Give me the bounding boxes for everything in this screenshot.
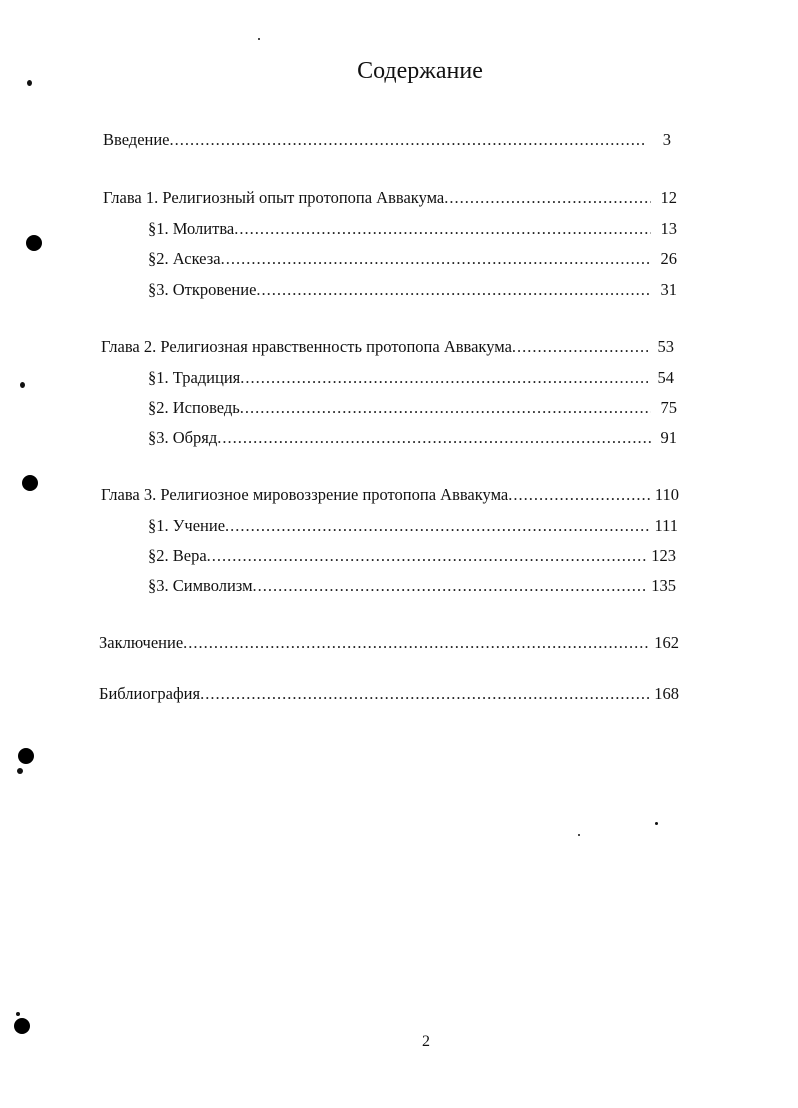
dot-leader xyxy=(512,336,648,358)
toc-entry-label: §2. Аскеза xyxy=(148,249,221,268)
toc-entry-page: 162 xyxy=(654,633,679,652)
toc-entry-label: §1. Учение xyxy=(148,516,226,535)
toc-entry-chapter-2 xyxy=(101,336,674,358)
scan-speck xyxy=(27,80,32,86)
toc-entry-chapter-3 xyxy=(101,484,679,506)
toc-entry-page: 111 xyxy=(654,516,678,535)
dot-leader xyxy=(234,218,651,240)
scan-speck xyxy=(16,1012,20,1016)
toc-entry-label: §2. Вера xyxy=(148,546,207,565)
toc-entry-chapter-1-section-1 xyxy=(148,218,677,240)
page-title: Содержание xyxy=(357,58,483,84)
toc-entry-bibliography xyxy=(99,683,679,705)
toc-entry-label: §1. Традиция xyxy=(148,368,241,387)
toc-entry-chapter-2-section-1 xyxy=(148,367,674,389)
toc-entry-page: 110 xyxy=(654,485,679,504)
toc-entry-chapter-3-section-3 xyxy=(148,575,676,597)
toc-entry-label: §2. Исповедь xyxy=(148,398,240,417)
dot-leader xyxy=(240,367,648,389)
dot-leader xyxy=(183,632,650,654)
dot-leader xyxy=(200,683,650,705)
punch-hole xyxy=(26,235,42,251)
scan-speck xyxy=(17,768,23,774)
scan-speck xyxy=(655,822,658,825)
toc-entry-label: §1. Молитва xyxy=(148,219,235,238)
scan-speck xyxy=(578,834,580,836)
toc-entry-label: Заключение xyxy=(99,633,184,652)
toc-entry-chapter-3-section-2 xyxy=(148,545,676,567)
toc-entry-label: Введение xyxy=(103,130,170,149)
scan-speck xyxy=(258,38,260,40)
toc-entry-chapter-1-section-3 xyxy=(148,279,677,301)
toc-entry-label: Библиография xyxy=(99,684,201,703)
dot-leader xyxy=(508,484,651,506)
dot-leader xyxy=(253,575,648,597)
toc-entry-page: 75 xyxy=(660,398,677,417)
punch-hole xyxy=(14,1018,30,1034)
toc-entry-chapter-3-section-1 xyxy=(148,515,678,537)
toc-entry-page: 91 xyxy=(660,428,677,447)
toc-entry-page: 13 xyxy=(660,219,677,238)
punch-hole xyxy=(22,475,38,491)
toc-entry-page: 53 xyxy=(657,337,674,356)
toc-entry-conclusion xyxy=(99,632,679,654)
toc-entry-label: §3. Откровение xyxy=(148,280,257,299)
toc-entry-page: 3 xyxy=(662,130,671,149)
toc-entry-page: 12 xyxy=(660,188,677,207)
toc-entry-label: §3. Обряд xyxy=(148,428,218,447)
dot-leader xyxy=(221,248,651,270)
toc-entry-page: 123 xyxy=(651,546,676,565)
toc-entry-introduction xyxy=(103,129,671,151)
page-number: 2 xyxy=(422,1033,430,1050)
dot-leader xyxy=(217,427,651,449)
toc-entry-page: 135 xyxy=(651,576,676,595)
punch-hole xyxy=(18,748,34,764)
dot-leader xyxy=(207,545,648,567)
toc-entry-label: Глава 2. Религиозная нравственность протопопа Аввакума xyxy=(101,337,512,356)
toc-entry-label: Глава 1. Религиозный опыт протопопа Аввакума xyxy=(103,188,445,207)
toc-entry-label: §3. Символизм xyxy=(148,576,253,595)
dot-leader xyxy=(240,397,651,419)
toc-entry-label: Глава 3. Религиозное мировоззрение протопопа Аввакума xyxy=(101,485,509,504)
dot-leader xyxy=(444,187,651,209)
toc-entry-page: 31 xyxy=(660,280,677,299)
toc-entry-page: 26 xyxy=(660,249,677,268)
dot-leader xyxy=(170,129,645,151)
toc-entry-chapter-2-section-2 xyxy=(148,397,677,419)
toc-entry-chapter-1 xyxy=(103,187,677,209)
toc-entry-chapter-1-section-2 xyxy=(148,248,677,270)
toc-entry-page: 168 xyxy=(654,684,679,703)
toc-entry-chapter-2-section-3 xyxy=(148,427,677,449)
scan-speck xyxy=(20,382,25,388)
dot-leader xyxy=(256,279,651,301)
toc-entry-page: 54 xyxy=(657,368,674,387)
dot-leader xyxy=(225,515,650,537)
